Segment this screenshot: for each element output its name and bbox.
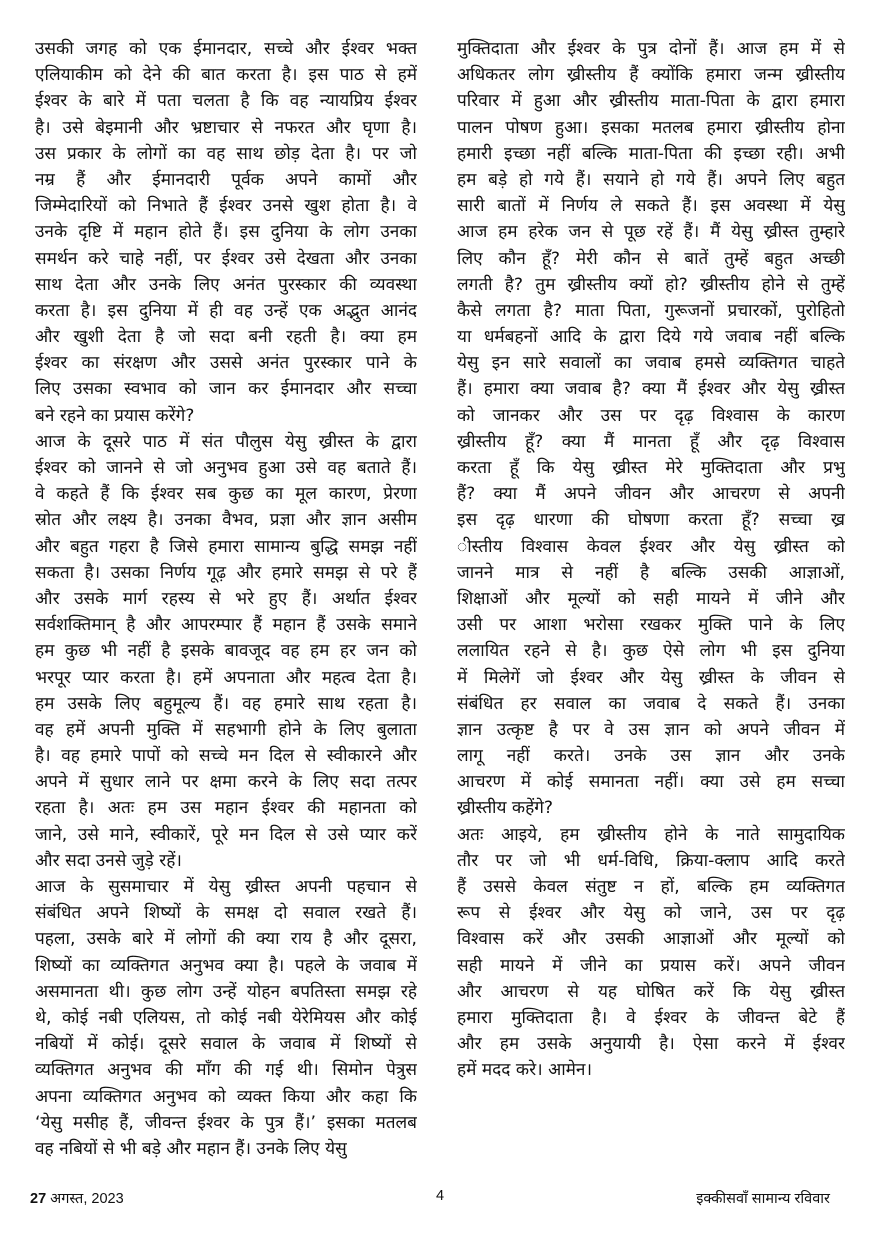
text-line: इस दृढ़ धारणा की घोषणा करता हूँ? सच्चा ख्र bbox=[457, 510, 845, 531]
left-column bbox=[35, 36, 417, 1162]
text-line: में मिलेगें जो ईश्वर और येसु ख्रीस्त के जीवन से bbox=[457, 667, 845, 688]
text-line: ीस्तीय विश्वास केवल ईश्वर और येसु ख्रीस्त को bbox=[457, 536, 845, 557]
text-line: सर्वशक्तिमान् है और आपरम्पार हैं महान हैं उसके समाने bbox=[35, 615, 417, 636]
text-line: हमारा मुक्तिदाता है। वे ईश्वर के जीवन्त बेटे हैं bbox=[457, 1007, 845, 1028]
text-line: कैसे लगता है? माता पिता, गुरूजनों प्रचारकों, पुरोहितो bbox=[457, 300, 845, 321]
text-line: सारी बातों में निर्णय ले सकते हैं। इस अवस्था में येसु bbox=[457, 196, 845, 217]
text-line: हमारी इच्छा नहीं बल्कि माता-पिता की इच्छा रही। अभी bbox=[457, 143, 845, 164]
text-line: थे, कोई नबी एलियस, तो कोई नबी येरेमियस और कोई bbox=[35, 1007, 417, 1028]
text-line: उसकी जगह को एक ईमानदार, सच्चे और ईश्वर भक्त bbox=[35, 39, 417, 59]
footer-date-day: 27 bbox=[30, 1191, 47, 1207]
text-line: हमें मदद करे। आमेन। bbox=[457, 1060, 592, 1081]
text-line: जाने, उसे माने, स्वीकारें, पूरे मन दिल से उसे प्यार करें bbox=[35, 824, 417, 845]
text-line: ईश्वर को जानने से जो अनुभव हुआ उसे वह बताते हैं। bbox=[35, 458, 417, 478]
text-line: आचरण में कोई समानता नहीं। क्या उसे हम सच्चा bbox=[457, 772, 845, 793]
text-line: भरपूर प्यार करता है। हमें अपनाता और महत्व देता है। bbox=[35, 667, 417, 688]
text-line: शिष्यों का व्यक्तिगत अनुभव क्या है। पहले के जवाब में bbox=[35, 955, 417, 976]
text-line: ख्रीस्तीय कहेंगे? bbox=[457, 798, 554, 819]
page-number: 4 bbox=[436, 1188, 445, 1204]
text-line: बने रहने का प्रयास करेंगे? bbox=[35, 405, 195, 426]
footer-date-rest: अगस्त, 2023 bbox=[50, 1191, 124, 1207]
text-line: अपना व्यक्तिगत अनुभव को व्यक्त किया और कहा कि bbox=[35, 1086, 417, 1107]
text-line: संबंधित अपने शिष्यों के समक्ष दो सवाल रखते हैं। bbox=[35, 903, 417, 924]
text-line: पहला, उसके बारे में लोगों की क्या राय है और दूसरा, bbox=[35, 929, 417, 950]
text-line: येसु इन सारे सवालों का जवाब हमसे व्यक्तिगत चाहते bbox=[457, 353, 845, 374]
text-line: और खुशी देता है जो सदा बनी रहती है। क्या हम bbox=[35, 327, 417, 348]
text-line: वह नबियों से भी बड़े और महान हैं। उनके लिए येसु bbox=[35, 1138, 347, 1159]
text-line: और आचरण से यह घोषित करें कि येसु ख्रीस्त bbox=[457, 981, 845, 1002]
text-line: उनके दृष्टि में महान होते हैं। इस दुनिया के लोग उनका bbox=[35, 222, 417, 243]
text-line: अधिकतर लोग ख्रीस्तीय हैं क्योंकि हमारा जन्म ख्रीस्तीय bbox=[457, 65, 845, 86]
text-line: लागू नहीं करते। उनके उस ज्ञान और उनके bbox=[457, 746, 845, 767]
text-line: तौर पर जो भी धर्म-विधि, क्रिया-क्लाप आदि करते bbox=[457, 850, 845, 871]
text-line: ‘येसु मसीह हैं, जीवन्त ईश्वर के पुत्र हैं।’ इसका मतलब bbox=[35, 1112, 417, 1133]
right-column bbox=[457, 36, 845, 1084]
paragraph bbox=[35, 874, 417, 1162]
text-line: ईश्वर का संरक्षण और उससे अनंत पुरस्कार पाने के bbox=[35, 353, 417, 374]
text-line: साथ देता और उनके लिए अनंत पुरस्कार की व्यवस्था bbox=[35, 274, 417, 295]
text-line: व्यक्तिगत अनुभव की माँग की गई थी। सिमोन पेत्रुस bbox=[35, 1060, 417, 1081]
text-line: हम कुछ भी नहीं है इसके बावजूद वह हम हर जन को bbox=[35, 641, 417, 662]
text-line: है। वह हमारे पापों को सच्चे मन दिल से स्वीकारने और bbox=[35, 746, 417, 767]
text-line: लिए कौन हूँ? मेरी कौन से बातें तुम्हें बहुत अच्छी bbox=[457, 248, 845, 269]
text-line: है। उसे बेइमानी और भ्रष्टाचार से नफरत और घृणा है। bbox=[35, 117, 417, 138]
text-line: करता है। इस दुनिया में ही वह उन्हें एक अद्भुत आनंद bbox=[35, 300, 417, 321]
text-line: आज के सुसमाचार में येसु ख्रीस्त अपनी पहचान से bbox=[35, 877, 417, 897]
text-line: वह हमें अपनी मुक्ति में सहभागी होने के लिए बुलाता bbox=[35, 719, 417, 740]
text-line: हम उसके लिए बहुमूल्य हैं। वह हमारे साथ रहता है। bbox=[35, 693, 417, 714]
text-line: ज्ञान उत्कृष्ट है पर वे उस ज्ञान को अपने जीवन में bbox=[457, 719, 845, 740]
footer-date bbox=[30, 1188, 124, 1208]
paragraph bbox=[457, 36, 845, 822]
text-line: हैं। हमारा क्या जवाब है? क्या मैं ईश्वर और येसु ख्रीस्त bbox=[457, 379, 845, 400]
paragraph bbox=[35, 36, 417, 429]
text-line: विश्वास करें और उसकी आज्ञाओं और मूल्यों को bbox=[457, 929, 845, 950]
text-line: जिम्मेदारियों को निभाते हैं ईश्वर उनसे खुश होता है। वे bbox=[35, 196, 417, 217]
text-line: असमानता थी। कुछ लोग उन्हें योहन बपतिस्ता समझ रहे bbox=[35, 981, 417, 1002]
text-line: उस प्रकार के लोगों का वह साथ छोड़ देता है। पर जो bbox=[35, 143, 417, 164]
text-line: रूप से ईश्वर और येसु को जाने, उस पर दृढ़ bbox=[457, 903, 845, 924]
text-line: आज हम हरेक जन से पूछ रहें हैं। मैं येसु ख्रीस्त तुम्हारे bbox=[457, 222, 845, 243]
text-line: संबंधित हर सवाल का जवाब दे सकते हैं। उनका bbox=[457, 693, 845, 714]
text-line: समर्थन करे चाहे नहीं, पर ईश्वर उसे देखता और उनका bbox=[35, 248, 417, 269]
paragraph bbox=[35, 429, 417, 874]
text-line: अपने में सुधार लाने पर क्षमा करने के लिए सदा तत्पर bbox=[35, 772, 417, 793]
text-line: हैं? क्या मैं अपने जीवन और आचरण से अपनी bbox=[457, 484, 845, 505]
text-line: या धर्मबहनों आदि के द्वारा दिये गये जवाब नहीं बल्कि bbox=[457, 327, 845, 348]
text-line: वे कहते हैं कि ईश्वर सब कुछ का मूल कारण, प्रेरणा bbox=[35, 484, 417, 505]
text-line: और बहुत गहरा है जिसे हमारा सामान्य बुद्धि समझ नहीं bbox=[35, 536, 417, 557]
text-line: और सदा उनसे जुड़े रहें। bbox=[35, 850, 182, 871]
text-line: एलियाकीम को देने की बात करता है। इस पाठ से हमें bbox=[35, 65, 417, 86]
text-line: अतः आइये, हम ख्रीस्तीय होने के नाते सामुदायिक bbox=[457, 824, 845, 845]
text-line: और उसके मार्ग रहस्य से भरे हुए हैं। अर्थात ईश्वर bbox=[35, 588, 417, 609]
text-line: करता हूँ कि येसु ख्रीस्त मेरे मुक्तिदाता और प्रभु bbox=[457, 458, 845, 478]
text-line: पालन पोषण हुआ। इसका मतलब हमारा ख्रीस्तीय होना bbox=[457, 117, 845, 138]
paragraph bbox=[457, 822, 845, 1084]
text-line: परिवार में हुआ और ख्रीस्तीय माता-पिता के द्वारा हमारा bbox=[457, 91, 845, 112]
text-line: हैं उससे केवल संतुष्ट न हों, बल्कि हम व्यक्तिगत bbox=[457, 877, 845, 897]
text-line: रहता है। अतः हम उस महान ईश्वर की महानता को bbox=[35, 798, 417, 819]
text-line: और हम उसके अनुयायी है। ऐसा करने में ईश्वर bbox=[457, 1034, 845, 1055]
text-line: नम्र हैं और ईमानदारी पूर्वक अपने कामों और bbox=[35, 169, 417, 190]
text-line: स्रोत और लक्ष्य है। उनका वैभव, प्रज्ञा और ज्ञान असीम bbox=[35, 510, 417, 531]
text-line: सही मायने में जीने का प्रयास करें। अपने जीवन bbox=[457, 955, 845, 976]
text-line: शिक्षाओं और मूल्यों को सही मायने में जीने और bbox=[457, 588, 845, 609]
text-line: लिए उसका स्वभाव को जान कर ईमानदार और सच्चा bbox=[35, 379, 417, 400]
text-line: जानने मात्र से नहीं है बल्कि उसकी आज्ञाओं, bbox=[457, 562, 845, 583]
text-line: हम बड़े हो गये हैं। सयाने हो गये हैं। अपने लिए बहुत bbox=[457, 169, 845, 190]
footer-occasion: इक्कीसवाँ सामान्य रविवार bbox=[696, 1191, 830, 1207]
text-line: ख्रीस्तीय हूँ? क्या मैं मानता हूँ और दृढ़ विश्वास bbox=[457, 431, 845, 452]
text-line: उसी पर आशा भरोसा रखकर मुक्ति पाने के लिए bbox=[457, 615, 845, 636]
text-line: आज के दूसरे पाठ में संत पौलुस येसु ख्रीस्त के द्वारा bbox=[35, 431, 417, 452]
page-footer bbox=[0, 1188, 878, 1212]
text-line: ईश्वर के बारे में पता चलता है कि वह न्यायप्रिय ईश्वर bbox=[35, 91, 417, 112]
text-line: मुक्तिदाता और ईश्वर के पुत्र दोनों हैं। आज हम में से bbox=[457, 39, 845, 59]
text-line: नबियों में कोई। दूसरे सवाल के जवाब में शिष्यों से bbox=[35, 1034, 417, 1055]
text-line: ललायित रहने से है। कुछ ऐसे लोग भी इस दुनिया bbox=[457, 641, 845, 662]
text-line: सकता है। उसका निर्णय गूढ़ और हमारे समझ से परे हैं bbox=[35, 562, 417, 583]
text-line: को जानकर और उस पर दृढ़ विश्वास के कारण bbox=[457, 405, 845, 426]
text-line: लगती है? तुम ख्रीस्तीय क्यों हो? ख्रीस्तीय होने से तुम्हें bbox=[457, 274, 845, 295]
